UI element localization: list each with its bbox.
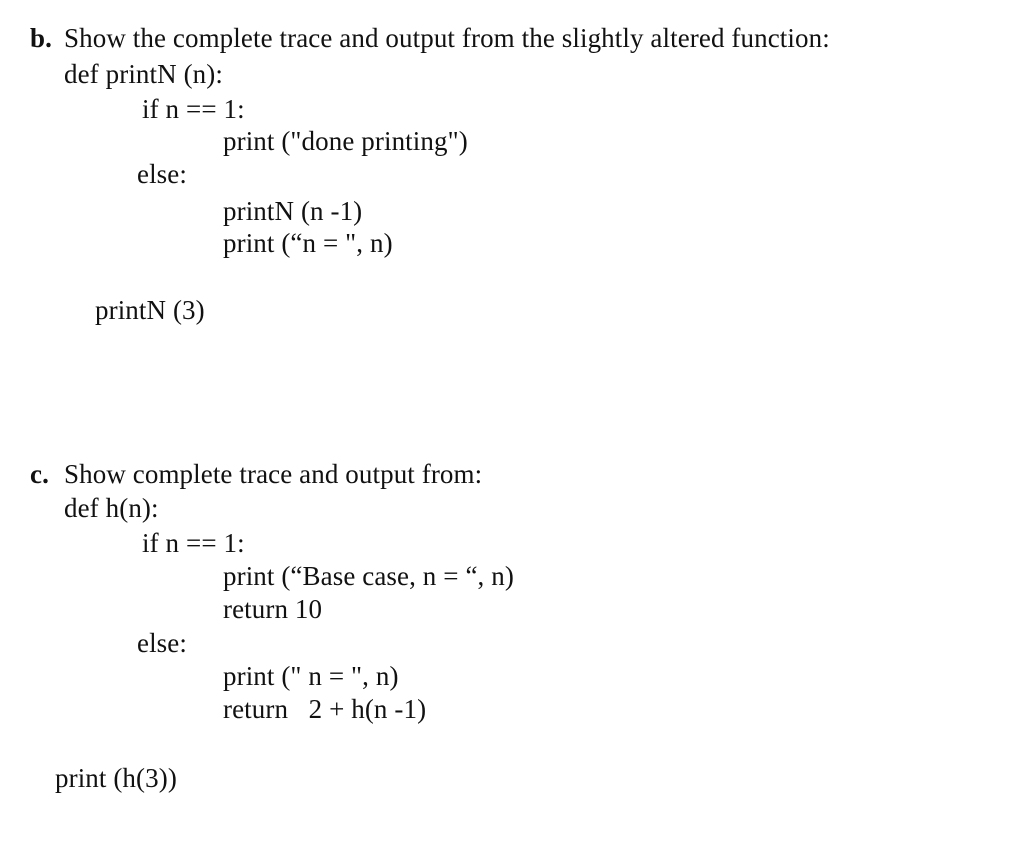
- code-line: else:: [137, 628, 187, 658]
- code-line: return 10: [223, 594, 323, 624]
- code-line: if n == 1:: [142, 528, 245, 558]
- code-line: print (h(3)): [55, 763, 177, 793]
- code-line: print (“n = ", n): [223, 228, 393, 258]
- question-b-heading: Show the complete trace and output from the slightly altered function:: [64, 23, 830, 53]
- code-line: def h(n):: [64, 493, 159, 523]
- question-c-label: c.: [30, 459, 49, 489]
- code-line: print (“Base case, n = “, n): [223, 561, 514, 591]
- code-line: else:: [137, 159, 187, 189]
- code-line: printN (3): [95, 295, 205, 325]
- question-b-label: b.: [30, 23, 52, 53]
- code-line: def printN (n):: [64, 59, 223, 89]
- code-line: print ("done printing"): [223, 126, 468, 156]
- code-line: return 2 + h(n -1): [223, 694, 427, 724]
- code-line: printN (n -1): [223, 196, 363, 226]
- code-line: if n == 1:: [142, 94, 245, 124]
- code-line: print (" n = ", n): [223, 661, 399, 691]
- question-c-heading: Show complete trace and output from:: [64, 459, 483, 489]
